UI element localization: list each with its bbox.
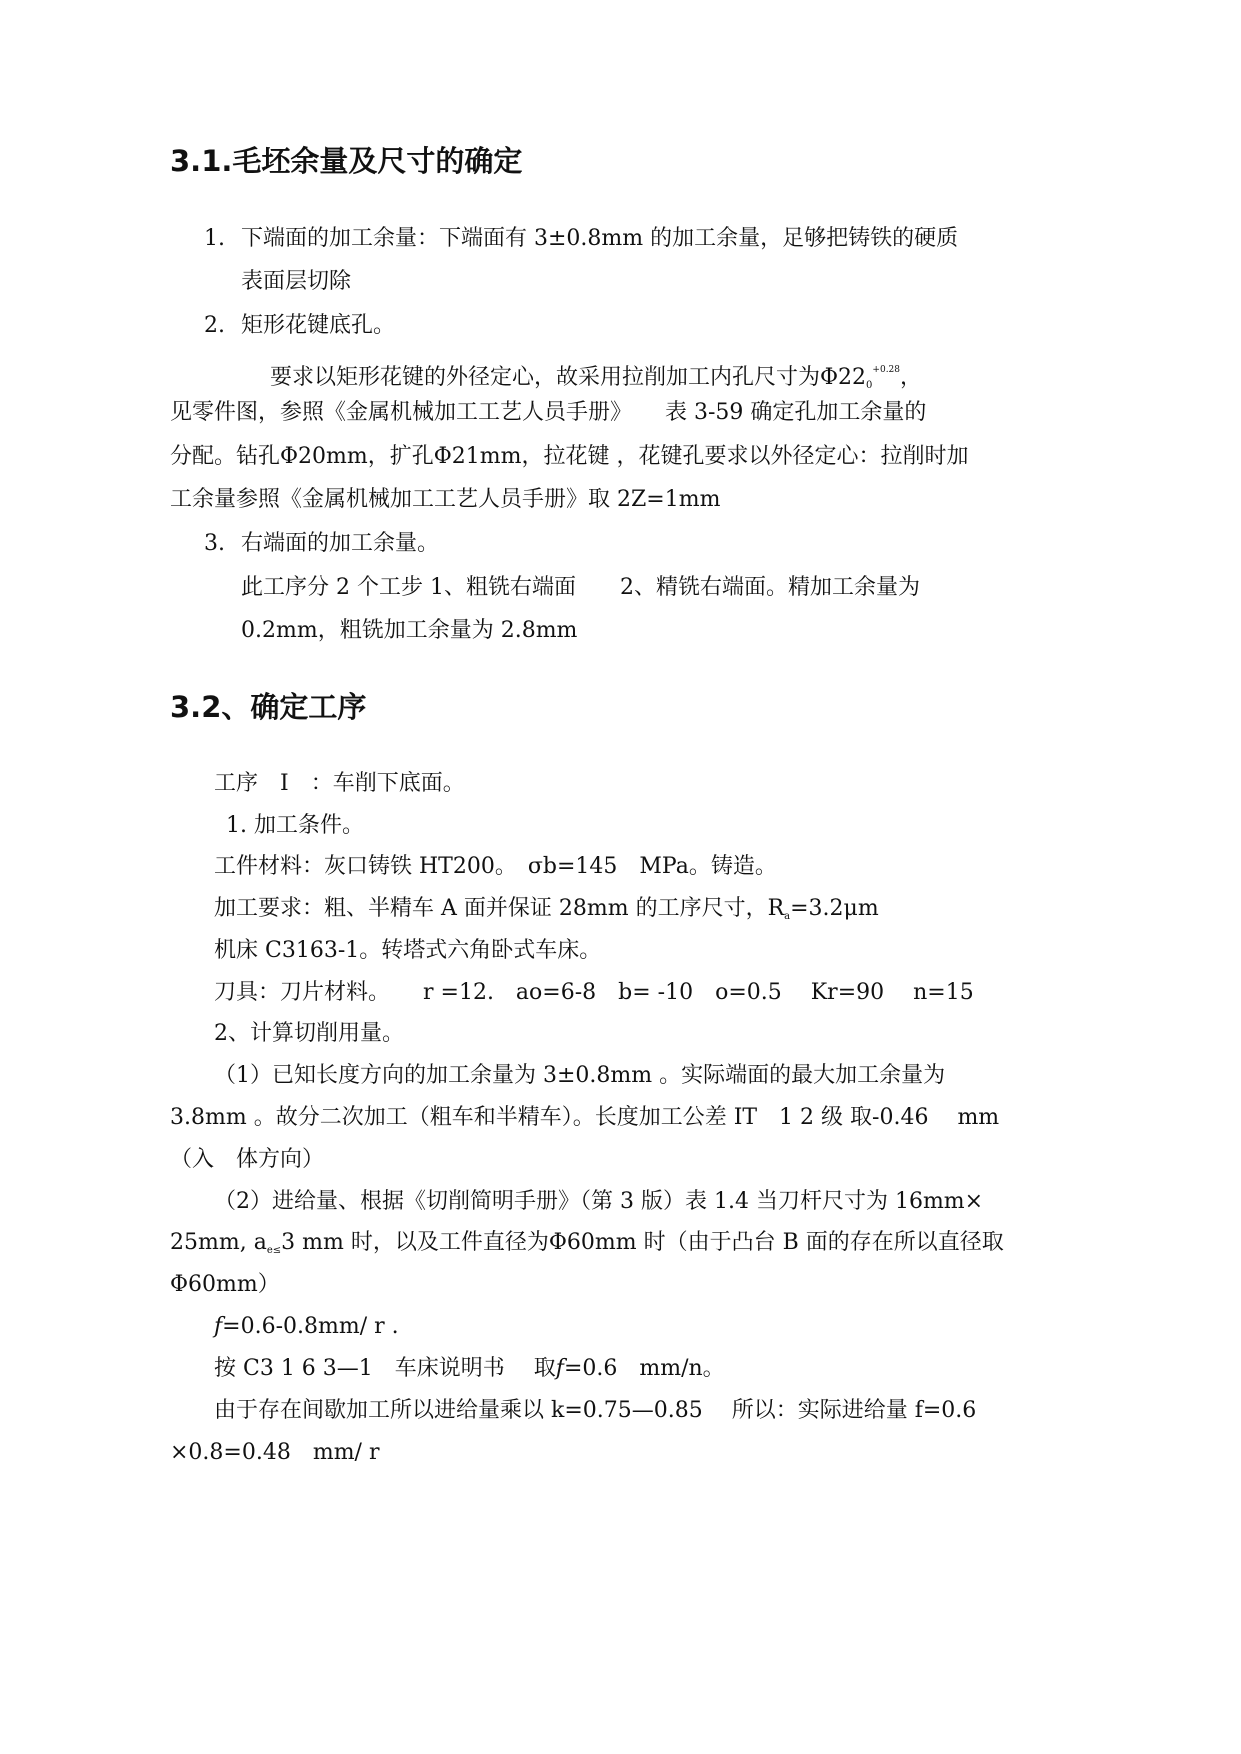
- process-line-2: 1. 加工条件。: [226, 813, 364, 838]
- item-2-paragraph-line-1: [270, 355, 922, 401]
- cut-depth-subscript: e≤: [266, 1245, 282, 1256]
- process-line-11: （2）进给量、根据《切削简明手册》（第 3 版）表 1.4 当刀杆尺寸为 16mm×: [214, 1189, 984, 1214]
- item-2-paragraph-line-1-end: ，: [900, 365, 923, 390]
- process-line-14: [214, 1312, 399, 1342]
- feed-symbol: f: [214, 1314, 223, 1339]
- item-2-title: 矩形花键底孔。: [241, 313, 396, 338]
- process-line-8: （1）已知长度方向的加工余量为 3±0.8mm 。实际端面的最大加工余量为: [214, 1063, 946, 1088]
- process-line-16: 由于存在间歇加工所以进给量乘以 k=0.75—0.85 所以：实际进给量 f=0.6: [214, 1398, 977, 1423]
- roughness-subscript: a: [784, 911, 791, 922]
- process-line-15: [214, 1354, 725, 1384]
- section-heading-3-2: 3.2、确定工序: [170, 690, 367, 724]
- process-line-4-text: 加工要求：粗、半精车 A 面并保证 28mm 的工序尺寸，R: [214, 896, 785, 921]
- process-line-9: 3.8mm 。故分二次加工（粗车和半精车）。长度加工公差 IT 1 2 级 取-0.46 mm: [170, 1105, 1000, 1130]
- item-2-paragraph-line-4: 工余量参照《金属机械加工工艺人员手册》取 2Z=1mm: [170, 487, 721, 512]
- process-line-6: 刀具：刀片材料。 r =12. ao=6-8 b= -10 o=0.5 Kr=90 n=15: [214, 980, 974, 1005]
- feed-symbol-2: f: [555, 1356, 564, 1381]
- item-2-paragraph-line-1-text: 要求以矩形花键的外径定心，故采用拉削加工内孔尺寸为Φ22: [270, 365, 867, 390]
- process-line-12-end: 3 mm 时，以及工件直径为Φ60mm 时（由于凸台 B 面的存在所以直径取: [281, 1230, 1004, 1255]
- item-3-number: 3.: [204, 531, 225, 556]
- tolerance-lower: 0: [866, 380, 873, 391]
- process-line-3: 工件材料：灰口铸铁 HT200。 σb=145 MPa。铸造。: [214, 854, 777, 879]
- item-3-paragraph-line-2: 0.2mm，粗铣加工余量为 2.8mm: [241, 618, 578, 643]
- process-line-15-end: =0.6 mm/n。: [563, 1356, 725, 1381]
- process-line-7: 2、计算切削用量。: [214, 1021, 404, 1046]
- process-line-5: 机床 C3163-1。转塔式六角卧式车床。: [214, 938, 602, 963]
- process-line-15-text: 按 C3 1 6 3—1 车床说明书 取: [214, 1356, 556, 1381]
- item-3-title: 右端面的加工余量。: [241, 531, 440, 556]
- process-line-4-end: =3.2μm: [790, 896, 879, 921]
- process-line-12-text: 25mm, a: [170, 1230, 267, 1255]
- item-1-line-2: 表面层切除: [241, 269, 352, 294]
- item-1-number: 1.: [204, 226, 225, 251]
- item-2-paragraph-line-2: 见零件图，参照《金属机械加工工艺人员手册》 表 3-59 确定孔加工余量的: [170, 400, 927, 425]
- tolerance-upper: +0.28: [872, 365, 901, 375]
- item-1-line-1: 下端面的加工余量：下端面有 3±0.8mm 的加工余量，足够把铸铁的硬质: [241, 226, 959, 251]
- process-line-4: [214, 894, 879, 932]
- process-line-1: 工序 Ⅰ ：车削下底面。: [214, 771, 465, 796]
- process-line-10: （入 体方向）: [170, 1147, 325, 1172]
- item-2-paragraph-line-3: 分配。钻孔Φ20mm，扩孔Φ21mm，拉花键 ，花键孔要求以外径定心：拉削时加: [170, 444, 969, 469]
- process-line-14-text: =0.6-0.8mm/ r .: [222, 1314, 399, 1339]
- section-heading-3-1: 3.1.毛坯余量及尺寸的确定: [170, 144, 523, 178]
- process-line-17: ×0.8=0.48 mm/ r: [170, 1440, 380, 1465]
- process-line-13: Φ60mm）: [170, 1272, 280, 1297]
- item-2-number: 2.: [204, 313, 225, 338]
- process-line-12: [170, 1228, 1004, 1266]
- item-3-paragraph-line-1: 此工序分 2 个工步 1、粗铣右端面 2、精铣右端面。精加工余量为: [241, 575, 920, 600]
